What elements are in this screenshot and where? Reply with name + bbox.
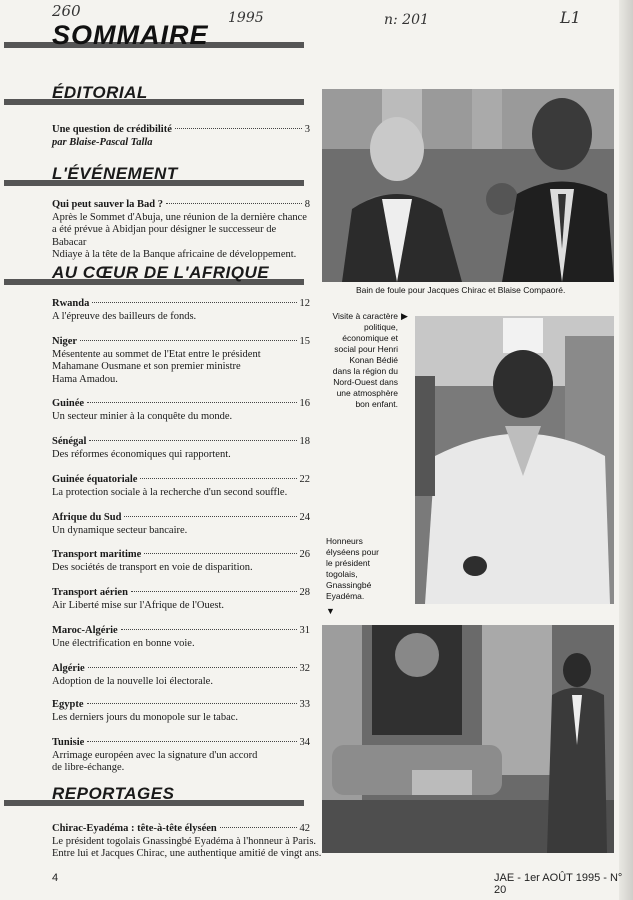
handwritten-issue: n: 201 — [384, 12, 429, 28]
caption-line: togolais, — [326, 569, 358, 579]
entry-page: 24 — [299, 512, 310, 523]
entry-desc-line: Des réformes économiques qui rapportent. — [52, 448, 231, 460]
toc-entry-reportage[interactable] — [52, 823, 322, 861]
entry-title: Une question de crédibilité — [52, 124, 172, 135]
caption-photo3 — [326, 536, 406, 602]
toc-entry[interactable] — [52, 124, 310, 149]
toc-entry-transport-aerien[interactable] — [52, 587, 310, 612]
toc-entry-guinee-equatoriale[interactable] — [52, 474, 310, 499]
caption-line: politique, — [363, 322, 398, 332]
photo-konan-bedie — [415, 316, 614, 604]
toc-entry-guinee[interactable] — [52, 398, 310, 423]
page-title: SOMMAIRE — [52, 20, 209, 50]
toc-entry-niger[interactable] — [52, 336, 310, 386]
entry-page: 22 — [299, 474, 310, 485]
caption-line: élyséens pour — [326, 547, 379, 557]
toc-entry[interactable] — [52, 199, 310, 262]
entry-page: 42 — [299, 823, 310, 834]
entry-title: Sénégal — [52, 436, 87, 447]
section-heading-evenement: L'ÉVÉNEMENT — [52, 164, 178, 183]
entry-title: Chirac-Eyadéma : tête-à-tête élyséen — [52, 823, 217, 834]
entry-desc-line: Hama Amadou. — [52, 373, 118, 385]
entry-desc-line: Des sociétés de transport en voie de disparition. — [52, 561, 253, 573]
caption-line: Gnassingbé — [326, 580, 372, 590]
entry-author: par Blaise-Pascal Talla — [52, 136, 153, 148]
entry-desc-line: Mésentente au sommet de l'Etat entre le président — [52, 348, 261, 360]
entry-title: Qui peut sauver la Bad ? — [52, 199, 163, 210]
entry-page: 12 — [299, 298, 310, 309]
entry-desc-line: Une électrification en bonne voie. — [52, 637, 195, 649]
caption-line: une atmosphère — [336, 388, 398, 398]
entry-desc-line: Entre lui et Jacques Chirac, une authentique amitié de vingt ans. — [52, 848, 322, 859]
entry-desc-line: Un secteur minier à la conquête du monde. — [52, 410, 233, 422]
section-heading-editorial: ÉDITORIAL — [52, 83, 148, 102]
entry-page: 3 — [304, 124, 310, 135]
section-heading-afrique: AU CŒUR DE L'AFRIQUE — [52, 263, 270, 282]
entry-desc-line: a été prévue à Abidjan pour désigner le successeur de Babacar — [52, 224, 277, 248]
footer-issue: JAE - 1er AOÛT 1995 - N° 20 — [494, 872, 623, 896]
entry-title: Transport aérien — [52, 587, 128, 598]
caption-line: dans la région du — [332, 366, 398, 376]
entry-desc-line: Les derniers jours du monopole sur le tabac. — [52, 711, 239, 723]
entry-page: 32 — [299, 663, 310, 674]
caption-photo2 — [318, 311, 398, 410]
entry-desc-line: Air Liberté mise sur l'Afrique de l'Ouest. — [52, 599, 225, 611]
caption-photo1: Bain de foule pour Jacques Chirac et Blaise Compaoré. — [356, 285, 566, 295]
entry-desc-line: A l'épreuve des bailleurs de fonds. — [52, 310, 197, 322]
entry-desc-line: Ndiaye à la tête de la Banque africaine de développement. — [52, 249, 297, 260]
toc-entry-transport-maritime[interactable] — [52, 549, 310, 574]
entry-desc-line: Le président togolais Gnassingbé Eyadéma à l'honneur à Paris. — [52, 835, 317, 847]
entry-title: Guinée — [52, 398, 85, 409]
caption-line: social pour Henri — [334, 344, 398, 354]
entry-page: 28 — [299, 587, 310, 598]
toc-entry-algerie[interactable] — [52, 663, 310, 688]
toc-entry-rwanda[interactable] — [52, 298, 310, 323]
entry-title: Afrique du Sud — [52, 512, 122, 523]
entry-title: Tunisie — [52, 737, 85, 748]
toc-entry-maroc-algerie[interactable] — [52, 625, 310, 650]
caption-line: Konan Bédié — [349, 355, 398, 365]
caption-line: Eyadéma. — [326, 591, 365, 601]
photo-eyadema-elysee — [322, 625, 614, 853]
toc-entry-egypte[interactable] — [52, 699, 310, 724]
entry-title: Niger — [52, 336, 78, 347]
caption-arrow-right-icon: ▶ — [401, 311, 408, 321]
handwritten-number-left: 260 — [52, 2, 81, 20]
entry-desc-line: Adoption de la nouvelle loi électorale. — [52, 675, 213, 687]
entry-desc-line: Après le Sommet d'Abuja, une réunion de la dernière chance — [52, 211, 307, 223]
entry-title: Guinée équatoriale — [52, 474, 138, 485]
entry-desc-line: Mahamane Ousmane et son premier ministre — [52, 361, 241, 372]
toc-entry-senegal[interactable] — [52, 436, 310, 461]
entry-page: 18 — [299, 436, 310, 447]
entry-desc-line: de libre-échange. — [52, 762, 125, 773]
photo-chirac-compaore — [322, 89, 614, 282]
entry-page: 15 — [299, 336, 310, 347]
entry-page: 16 — [299, 398, 310, 409]
entry-page: 8 — [304, 199, 310, 210]
entry-title: Egypte — [52, 699, 84, 710]
entry-desc-line: La protection sociale à la recherche d'un second souffle. — [52, 486, 288, 498]
entry-page: 31 — [299, 625, 310, 636]
entry-title: Transport maritime — [52, 549, 142, 560]
entry-title: Algérie — [52, 663, 85, 674]
section-rule — [4, 99, 304, 105]
entry-desc-line: Arrimage européen avec la signature d'un accord — [52, 749, 258, 761]
caption-line: Visite à caractère — [332, 311, 398, 321]
caption-line: bon enfant. — [355, 399, 398, 409]
toc-entry-tunisie[interactable] — [52, 737, 310, 775]
handwritten-mark-right: L1 — [560, 8, 581, 27]
footer-page-number: 4 — [52, 872, 59, 884]
entry-desc-line: Un dynamique secteur bancaire. — [52, 524, 188, 536]
entry-page: 34 — [299, 737, 310, 748]
page-edge — [619, 0, 633, 900]
caption-line: Nord-Ouest dans — [333, 377, 398, 387]
caption-arrow-down-icon: ▼ — [326, 606, 335, 616]
entry-title: Rwanda — [52, 298, 90, 309]
entry-title: Maroc-Algérie — [52, 625, 118, 636]
caption-line: économique et — [342, 333, 398, 343]
entry-page: 33 — [299, 699, 310, 710]
section-heading-reportages: REPORTAGES — [52, 784, 175, 803]
toc-entry-afrique-du-sud[interactable] — [52, 512, 310, 537]
caption-line: Honneurs — [326, 536, 363, 546]
entry-page: 26 — [299, 549, 310, 560]
handwritten-year: 1995 — [228, 10, 264, 26]
caption-line: le président — [326, 558, 370, 568]
